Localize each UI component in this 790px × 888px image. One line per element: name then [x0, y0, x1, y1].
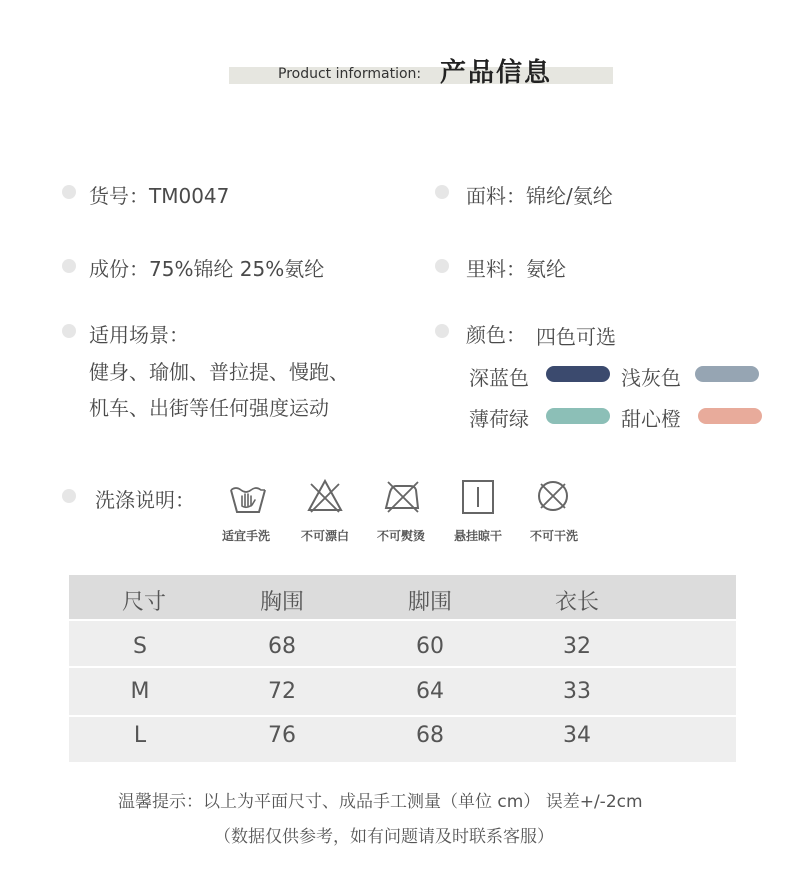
scene-line-1: 健身、瑜伽、普拉提、慢跑、 [89, 360, 349, 384]
color-name-gray: 浅灰色 [621, 366, 681, 390]
page-title: 产品信息 [440, 58, 553, 88]
table-cell: 60 [416, 634, 444, 659]
title-english: Product information: [278, 66, 422, 82]
table-cell: 34 [563, 723, 591, 748]
table-cell: M [130, 679, 150, 704]
bullet-dot [62, 185, 76, 199]
color-name-navy: 深蓝色 [469, 366, 529, 390]
table-cell: 72 [268, 679, 296, 704]
column-header: 尺寸 [121, 590, 166, 615]
bullet-dot [435, 185, 449, 199]
color-swatch-mint [546, 408, 610, 424]
note-line-1: 温馨提示：以上为平面尺寸、成品手工测量（单位 cm） 误差+/-2cm [118, 792, 643, 812]
color-name-orange: 甜心橙 [621, 407, 681, 431]
no-bleach-icon [305, 476, 345, 516]
table-cell: S [133, 634, 147, 659]
bullet-dot [62, 259, 76, 273]
color-count: 四色可选 [536, 325, 616, 349]
row-divider [69, 619, 736, 621]
hand-wash-icon [228, 478, 268, 518]
color-swatch-navy [546, 366, 610, 382]
table-cell: 32 [563, 634, 591, 659]
composition: 成份：75%锦纶 25%氨纶 [89, 257, 325, 281]
lining: 里料：氨纶 [466, 257, 566, 281]
bullet-dot [435, 259, 449, 273]
color-label: 颜色： [466, 323, 526, 347]
column-header: 脚围 [407, 590, 452, 615]
hang-dry-icon [458, 477, 498, 517]
table-cell: 33 [563, 679, 591, 704]
size-table [69, 575, 736, 762]
care-label: 洗涤说明： [95, 488, 195, 512]
fabric: 面料：锦纶/氨纶 [466, 184, 613, 208]
table-cell: 64 [416, 679, 444, 704]
item-number: 货号：TM0047 [89, 184, 230, 208]
scene-label: 适用场景： [89, 323, 189, 347]
bullet-dot [435, 324, 449, 338]
care-label-no-bleach: 不可漂白 [300, 529, 349, 543]
care-label-no-dry-clean: 不可干洗 [529, 529, 578, 543]
bullet-dot [62, 489, 76, 503]
table-cell: 76 [268, 723, 296, 748]
bullet-dot [62, 324, 76, 338]
no-dry-clean-icon [533, 476, 573, 516]
color-name-mint: 薄荷绿 [469, 407, 529, 431]
column-header: 胸围 [259, 590, 304, 615]
scene-line-2: 机车、出街等任何强度运动 [89, 396, 329, 420]
care-label-hang-dry: 悬挂晾干 [453, 529, 502, 543]
note-line-2: （数据仅供参考，如有问题请及时联系客服） [214, 827, 554, 847]
color-swatch-orange [698, 408, 762, 424]
table-cell: 68 [268, 634, 296, 659]
care-label-hand-wash: 适宜手洗 [221, 529, 270, 543]
color-swatch-gray [695, 366, 759, 382]
care-label-no-iron: 不可熨烫 [376, 529, 425, 543]
table-cell: 68 [416, 723, 444, 748]
row-divider [69, 715, 736, 717]
row-divider [69, 666, 736, 668]
no-iron-icon [382, 476, 422, 516]
table-cell: L [133, 723, 147, 748]
column-header: 衣长 [554, 590, 599, 615]
